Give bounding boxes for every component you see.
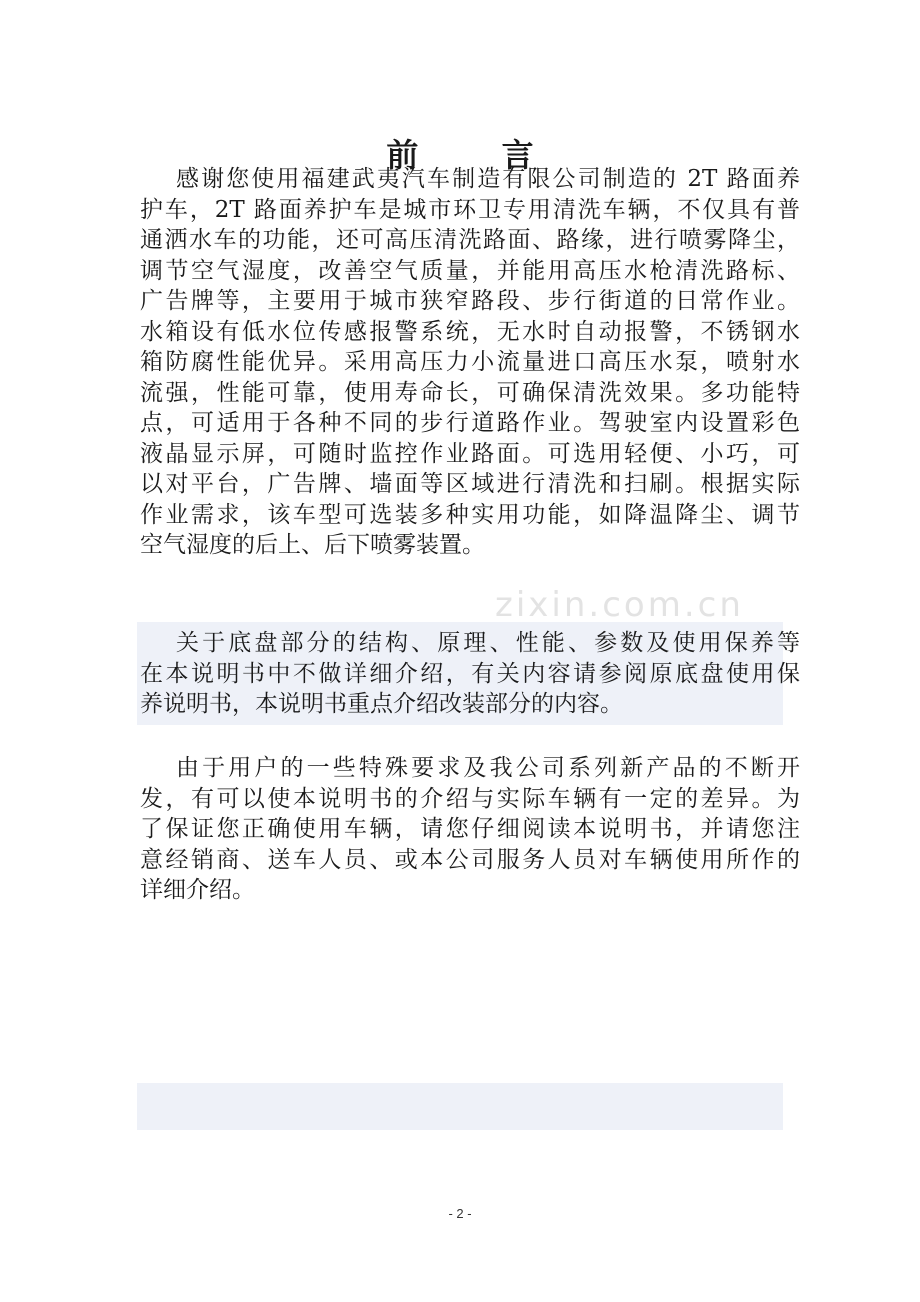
paragraph-line: 通洒水车的功能，还可高压清洗路面、路缘，进行喷雾降尘，: [140, 227, 800, 253]
paragraph-line: 流强，性能可靠，使用寿命长，可确保清洗效果。多功能特: [140, 379, 800, 406]
paragraph-line: 发，有可以使本说明书的介绍与实际车辆有一定的差异。为: [140, 785, 800, 812]
paragraph-line: 点，可适用于各种不同的步行道路作业。驾驶室内设置彩色: [140, 410, 800, 436]
paragraph-line: 在本说明书中不做详细介绍，有关内容请参阅原底盘使用保: [140, 660, 800, 687]
page-title: 前 言: [386, 136, 570, 175]
page-number: - 2 -: [448, 1206, 472, 1221]
paragraph-disclaimer: [140, 753, 800, 906]
paragraph-chassis-note: [140, 628, 800, 720]
paragraph-line: 作业需求，该车型可选装多种实用功能，如降温降尘、调节: [140, 501, 800, 528]
paragraph-line: 以对平台，广告牌、墙面等区域进行清洗和扫刷。根据实际: [140, 471, 800, 497]
watermark: zixin.com.cn: [495, 585, 744, 625]
paragraph-line: 由于用户的一些特殊要求及我公司系列新产品的不断开: [176, 755, 800, 781]
paragraph-line: 水箱设有低水位传感报警系统，无水时自动报警，不锈钢水: [140, 318, 800, 345]
paragraph-line: 箱防腐性能优异。采用高压力小流量进口高压水泵，喷射水: [140, 349, 800, 375]
paragraph-line: 详细介绍。: [140, 877, 255, 903]
paragraph-line: 养说明书，本说明书重点介绍改装部分的内容。: [140, 691, 623, 717]
paragraph-line: 了保证您正确使用车辆，请您仔细阅读本说明书，并请您注: [140, 816, 800, 842]
shaded-background-band: [137, 1083, 783, 1130]
paragraph-line: 感谢您使用福建武夷汽车制造有限公司制造的 2T 路面养: [176, 166, 800, 192]
paragraph-line: 广告牌等，主要用于城市狭窄路段、步行街道的日常作业。: [140, 288, 800, 314]
paragraph-intro: [140, 164, 800, 561]
paragraph-line: 护车，2T 路面养护车是城市环卫专用清洗车辆，不仅具有普: [140, 196, 800, 223]
paragraph-line: 关于底盘部分的结构、原理、性能、参数及使用保养等: [176, 630, 800, 656]
paragraph-line: 意经销商、送车人员、或本公司服务人员对车辆使用所作的: [140, 846, 800, 873]
paragraph-line: 调节空气湿度，改善空气质量，并能用高压水枪清洗路标、: [140, 257, 800, 284]
paragraph-line: 空气湿度的后上、后下喷雾装置。: [140, 532, 485, 558]
paragraph-line: 液晶显示屏，可随时监控作业路面。可选用轻便、小巧，可: [140, 440, 800, 467]
